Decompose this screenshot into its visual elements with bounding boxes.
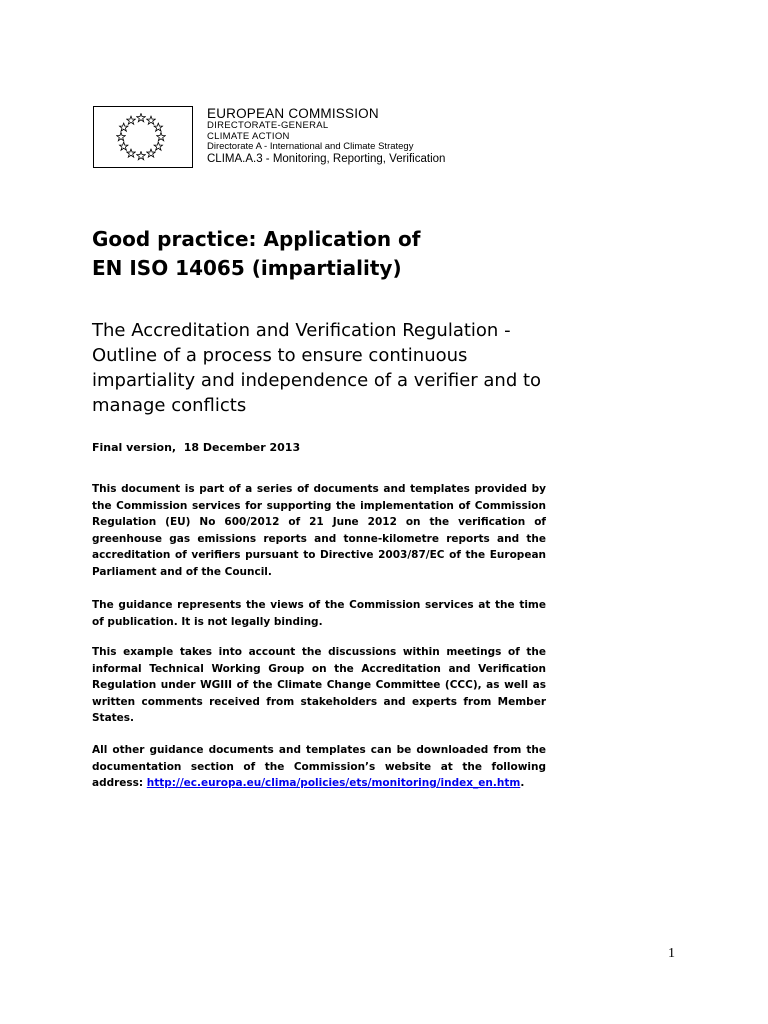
download-paragraph xyxy=(92,742,546,792)
directorate-general-name: CLIMATE ACTION xyxy=(207,130,290,142)
star-icon xyxy=(157,133,166,141)
intro-paragraph: This document is part of a series of documents and templates provided by the Commission services for supporting the implementation of Commission Regulation (EU) No 600/2012 of 21 June 2012 on the verification of greenhouse gas emissions reports and tonne-kilometre reports and the accreditation of verifiers pursuant to Directive 2003/87/EC of the European Parliament and of the Council. xyxy=(92,483,546,578)
star-icon xyxy=(154,142,163,150)
star-icon xyxy=(119,142,128,150)
page-number: 1 xyxy=(668,946,675,961)
star-icon xyxy=(127,149,136,157)
issuer-header xyxy=(207,106,445,166)
unit-name: CLIMA.A.3 - Monitoring, Reporting, Verification xyxy=(207,152,446,165)
directorate-general: DIRECTORATE-GENERAL xyxy=(207,120,329,132)
eu-stars-flag-icon xyxy=(94,107,192,167)
star-icon xyxy=(147,116,156,124)
star-icon xyxy=(147,149,156,157)
organisation-name: EUROPEAN COMMISSION xyxy=(207,106,379,121)
star-icon xyxy=(117,133,126,141)
eu-logo xyxy=(93,106,193,168)
disclaimer-paragraph: The guidance represents the views of the Commission services at the time of publication. It is not legally binding. xyxy=(92,599,546,628)
documentation-link[interactable]: http://ec.europa.eu/clima/policies/ets/monitoring/index_en.htm xyxy=(146,777,521,789)
star-icon xyxy=(137,114,146,122)
document-title xyxy=(92,225,420,283)
context-paragraph: This example takes into account the discussions within meetings of the informal Technical Working Group on the Accreditation and Verification Regulation under WGIII of the Climate Change Committee (CCC), as well as written comments received from stakeholders and experts from Member States. xyxy=(92,646,546,724)
star-icon xyxy=(127,116,136,124)
document-subtitle: The Accreditation and Verification Regulation - Outline of a process to ensure continuous impartiality and independence of a verifier and to manage conflicts xyxy=(92,320,542,416)
document-title-line-1: Good practice: Application of xyxy=(92,227,421,251)
directorate-name: Directorate A - International and Climate Strategy xyxy=(207,141,414,153)
download-text-end: . xyxy=(520,777,525,789)
star-icon xyxy=(119,123,128,131)
version-line: Final version, 18 December 2013 xyxy=(92,441,301,454)
document-title-line-2: EN ISO 14065 (impartiality) xyxy=(92,256,402,280)
star-icon xyxy=(154,123,163,131)
star-icon xyxy=(137,152,146,160)
download-text: All other guidance documents and templates can be downloaded from the documentation section of the Commission’s website at the following address: xyxy=(92,744,546,789)
